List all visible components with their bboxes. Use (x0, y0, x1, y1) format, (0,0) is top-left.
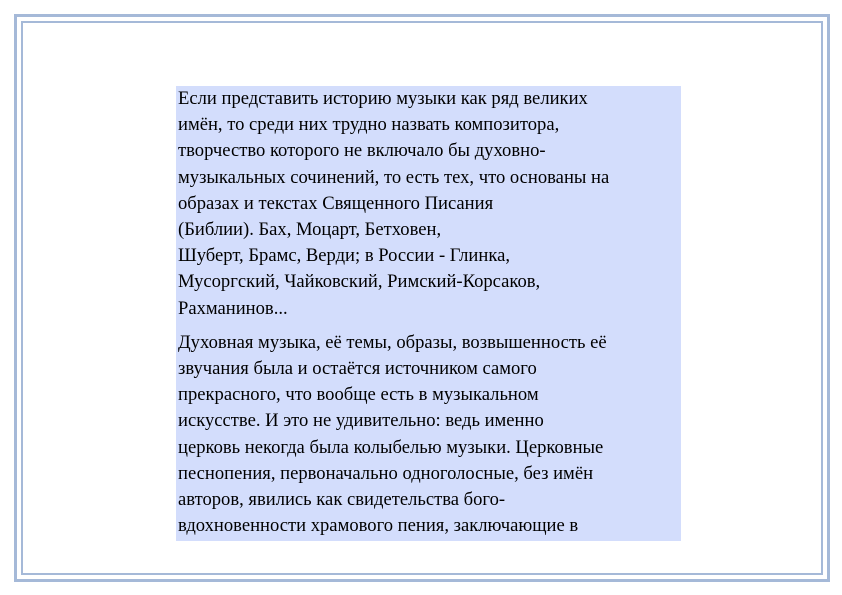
paragraph-sacred-music: Духовная музыка, её темы, образы, возвышенность её звучания была и остаётся источником самого прекрасного, что вообще есть в музыкальном искусстве. И это не удивительно: ведь именно церковь некогда была колыбелью музыки. Церковные песнопения, первоначально одноголосные, без имён авторов, явились как свидетельства бого- вдохновенности храмового пения, заключающие в (178, 331, 607, 537)
text-block (176, 86, 681, 541)
paragraph-composers: Если представить историю музыки как ряд великих имён, то среди них трудно назвать композитора, творчество которого не включало бы духовно- музыкальных сочинений, то есть тех, что основаны на образах и текстах Священного Писания (Библии). Бах, Моцарт, Бетховен, Шуберт, Брамс, Верди; в России - Глинка, Мусоргский, Чайковский, Римский-Корсаков, Рахманинов... (178, 88, 610, 319)
